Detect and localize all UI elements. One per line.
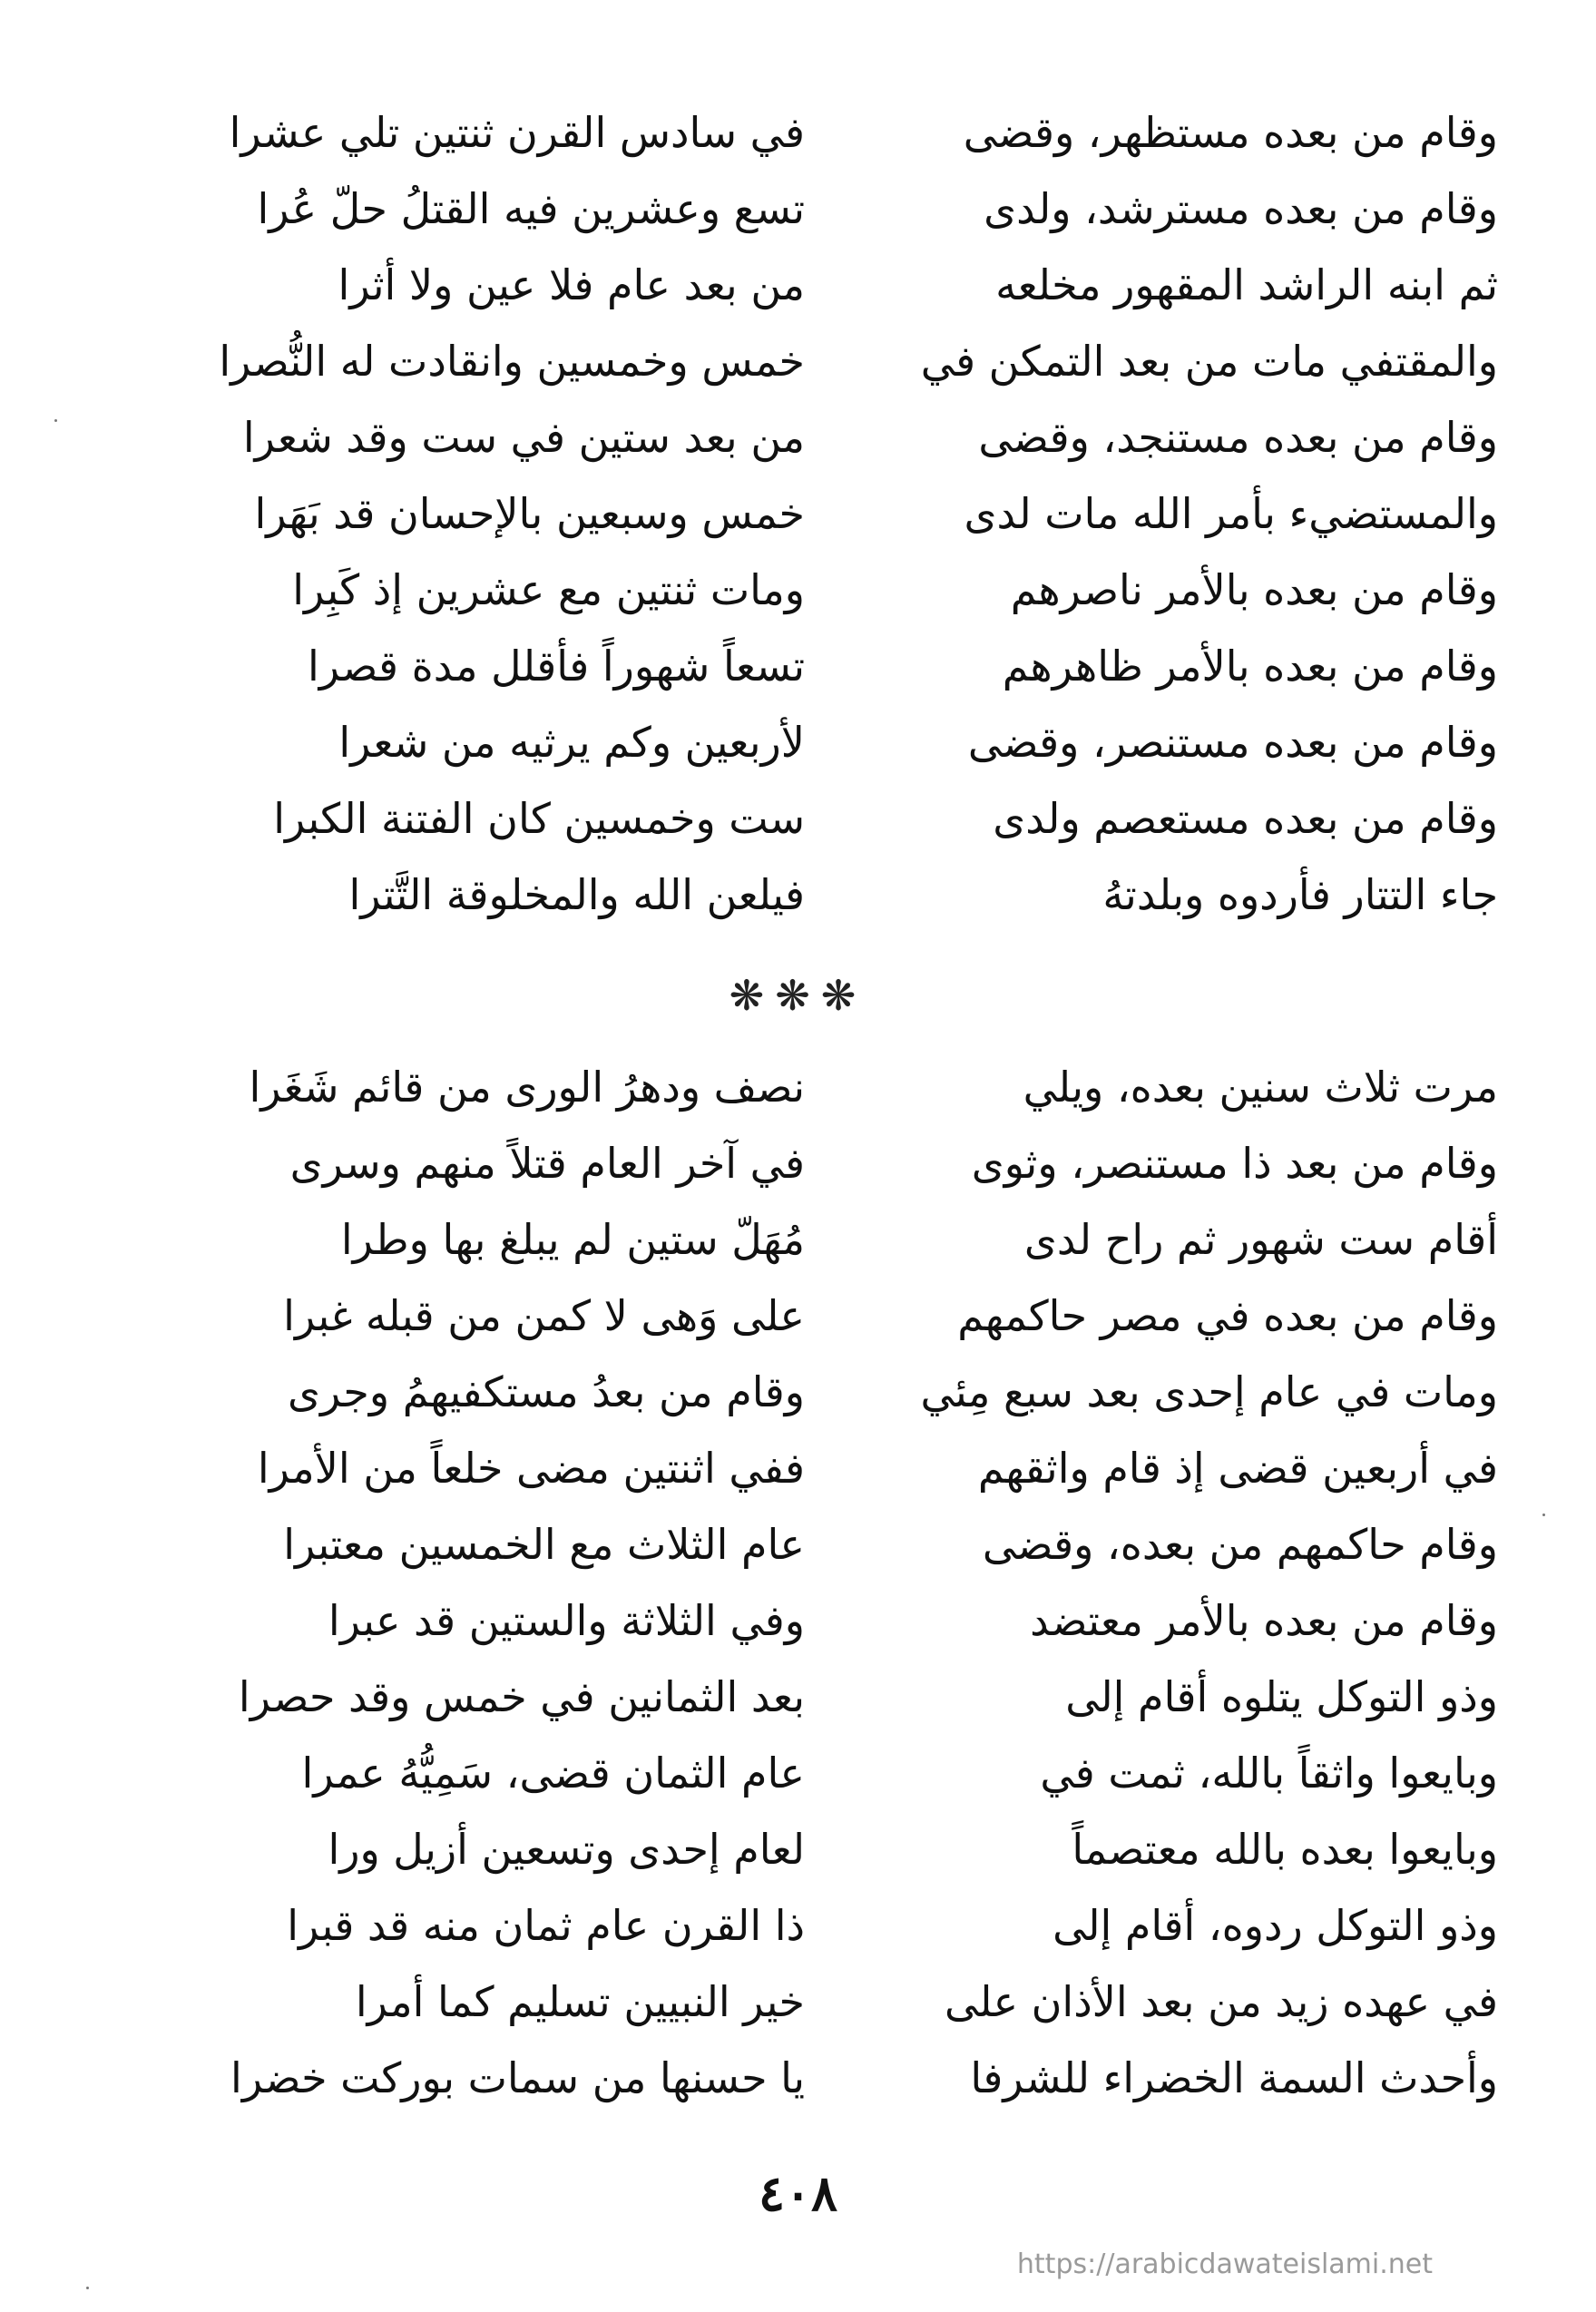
verse-second-half: ذا القرن عام ثمان منه قد قبرا bbox=[287, 1901, 805, 1950]
verse-second-half: في آخر العام قتلاً منهم وسرى bbox=[289, 1139, 805, 1188]
verse-second-half: فيلعن الله والمخلوقة التَّترا bbox=[348, 870, 805, 919]
verse-first-half: ومات في عام إحدى بعد سبع مِئي bbox=[920, 1367, 1498, 1416]
verse-second-half: وقام من بعدُ مستكفيهمُ وجرى bbox=[288, 1367, 805, 1416]
verse-second-half: في سادس القرن ثنتين تلي عشرا bbox=[229, 108, 805, 157]
verse-first-half: وقام من بعده بالأمر ناصرهم bbox=[1010, 565, 1498, 614]
verse-second-half: ست وخمسين كان الفتنة الكبرا bbox=[273, 794, 805, 843]
verse-second-half: عام الثمان قضى، سَمِيُّهُ عمرا bbox=[301, 1749, 805, 1798]
section-divider-ornament: ❋❋❋ bbox=[729, 971, 867, 1020]
scan-speck bbox=[54, 419, 57, 422]
verse-first-half: وقام من بعده مستعصم ولدى bbox=[993, 794, 1498, 843]
verse-second-half: بعد الثمانين في خمس وقد حصرا bbox=[238, 1672, 805, 1721]
verse-first-half: وبايعوا واثقاً بالله، ثمت في bbox=[1040, 1749, 1498, 1798]
verse-second-half: مُهَلّ ستين لم يبلغ بها وطرا bbox=[340, 1215, 805, 1264]
verse-second-half: خمس وسبعين بالإحسان قد بَهَرا bbox=[254, 489, 805, 538]
verse-second-half: ومات ثنتين مع عشرين إذ كَبِرا bbox=[292, 565, 805, 614]
verse-second-half: لعام إحدى وتسعين أزيل ورا bbox=[328, 1825, 805, 1874]
verse-second-half: لأربعين وكم يرثيه من شعرا bbox=[338, 718, 805, 767]
verse-second-half: نصف ودهرُ الورى من قائم شَغَرا bbox=[249, 1063, 805, 1112]
verse-first-half: وقام حاكمهم من بعده، وقضى bbox=[982, 1520, 1498, 1569]
verse-second-half: ففي اثنتين مضى خلعاً من الأمرا bbox=[257, 1444, 805, 1493]
verse-first-half: وذو التوكل ردوه، أقام إلى bbox=[1053, 1901, 1498, 1950]
verse-first-half: في أربعين قضى إذ قام واثقهم bbox=[977, 1444, 1498, 1493]
verse-first-half: وقام من بعد ذا مستنصر، وثوى bbox=[971, 1139, 1498, 1188]
verse-first-half: وقام من بعده في مصر حاكمهم bbox=[957, 1291, 1498, 1340]
verse-first-half: في عهده زيد من بعد الأذان على bbox=[945, 1977, 1498, 2026]
watermark-url: https://arabicdawateislami.net bbox=[1016, 2248, 1433, 2280]
scan-speck bbox=[86, 2287, 89, 2289]
verse-first-half: وبايعوا بعده بالله معتصماً bbox=[1072, 1825, 1498, 1874]
verse-first-half: أقام ست شهور ثم راح لدى bbox=[1023, 1215, 1498, 1264]
verse-first-half: وقام من بعده مستنجد، وقضى bbox=[978, 413, 1498, 462]
verse-first-half: وقام من بعده مسترشد، ولدى bbox=[984, 184, 1498, 233]
verse-first-half: وقام من بعده بالأمر معتضد bbox=[1030, 1596, 1498, 1645]
verse-first-half: وقام من بعده مستنصر، وقضى bbox=[967, 718, 1498, 767]
verse-first-half: وأحدث السمة الخضراء للشرفا bbox=[970, 2053, 1498, 2102]
verse-first-half: والمقتفي مات من بعد التمكن في bbox=[920, 337, 1498, 386]
verse-second-half: خمس وخمسين وانقادت له النُّصرا bbox=[219, 337, 805, 386]
page-number: ٤٠٨ bbox=[758, 2164, 837, 2222]
verse-second-half: من بعد عام فلا عين ولا أثرا bbox=[338, 260, 805, 309]
verse-first-half: وذو التوكل يتلوه أقام إلى bbox=[1065, 1672, 1498, 1721]
verse-first-half: وقام من بعده مستظهر، وقضى bbox=[963, 108, 1498, 157]
verse-second-half: تسعاً شهوراً فأقلل مدة قصرا bbox=[307, 642, 805, 691]
verse-second-half: عام الثلاث مع الخمسين معتبرا bbox=[283, 1520, 805, 1569]
scan-speck bbox=[1542, 1514, 1545, 1516]
verse-second-half: يا حسنها من سمات بوركت خضرا bbox=[230, 2053, 805, 2102]
verse-second-half: على وَهى لا كمن من قبله غبرا bbox=[283, 1291, 805, 1340]
verse-first-half: والمستضيء بأمر الله مات لدى bbox=[964, 489, 1498, 538]
verse-first-half: جاء التتار فأردوه وبلدتهُ bbox=[1102, 870, 1498, 919]
verse-second-half: وفي الثلاثة والستين قد عبرا bbox=[328, 1596, 805, 1645]
verse-second-half: تسع وعشرين فيه القتلُ حلّ عُرا bbox=[257, 184, 805, 233]
verse-first-half: ثم ابنه الراشد المقهور مخلعه bbox=[995, 260, 1498, 309]
verse-first-half: مرت ثلاث سنين بعده، ويلي bbox=[1023, 1063, 1498, 1112]
verse-second-half: خير النبيين تسليم كما أمرا bbox=[355, 1977, 805, 2026]
verse-second-half: من بعد ستين في ست وقد شعرا bbox=[242, 413, 805, 462]
verse-first-half: وقام من بعده بالأمر ظاهرهم bbox=[1002, 642, 1498, 691]
